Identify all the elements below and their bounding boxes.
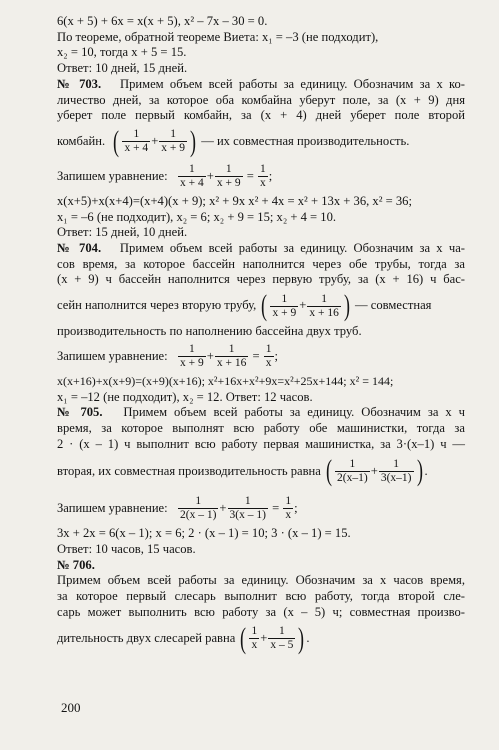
problem-704-line3: (x + 9) ч бассейн наполнится через первую трубу, за (x + 16) ч бас-: [57, 272, 465, 287]
problem-704-line1: № 704. Примем объем всей работы за единицу. Обозначим за x ча-: [57, 241, 465, 256]
fraction: $\frac{1}{3(x-1)}$: [380, 457, 412, 484]
solution-line: x(x+16)+x(x+9)=(x+9)(x+16); x²+16x+x²+9x=x²+25x+144; x² = 144;: [57, 373, 394, 388]
problem-704-line5: производительность по наполнению бассейна двух труб.: [57, 324, 362, 339]
fraction: $\frac{1}{2(x-1)}$: [337, 457, 368, 484]
fraction: $\frac{1}{x + 9}$: [272, 292, 297, 319]
fraction: $\frac{1}{x}$: [251, 625, 258, 652]
solution-line: По теореме, обратной теореме Виета: x₁ = –3 (не подходит),: [57, 29, 379, 44]
fraction: $\frac{1}{x + 9}$: [216, 163, 241, 190]
problem-705-line1: № 705. Примем объем всей работы за единицу. Обозначим за x ч: [57, 405, 466, 420]
fraction: $\frac{1}{x - 5}$: [270, 625, 294, 652]
problem-number: № 704.: [57, 241, 102, 256]
solution-line: x(x+5)+x(x+4)=(x+4)(x + 9); x² + 9x x² + 4x = x² + 13x + 36, x² = 36;: [57, 193, 412, 208]
solution-line: x₁ = –12 (не подходит), x₂ = 12. Ответ: 12 часов.: [57, 389, 313, 404]
answer-line: Ответ: 10 часов, 15 часов.: [57, 542, 196, 557]
fraction: $\frac{1}{x + 4}$: [124, 128, 149, 155]
fraction: $\frac{1}{x}$: [265, 343, 272, 370]
problem-706-line3: сарь может выполнить всю работу за (x – 5) ч; совместная произво-: [57, 604, 465, 619]
fraction: $\frac{1}{x + 4}$: [180, 163, 204, 190]
problem-705-line4: вторая, их совместная производительность равна ( $\frac{1}{2(x-1)}$ + $\frac{1}{3(x-1)}$ ) .: [57, 454, 428, 488]
problem-706-line1: Примем объем всей работы за единицу. Обозначим за x часов время,: [57, 573, 465, 588]
problem-703-line3: уберет поле первый комбайн, за (x + 4) дней уберет поле второй: [57, 108, 465, 123]
fraction: $\frac{1}{2(x - 1)}$: [180, 494, 217, 521]
fraction: $\frac{1}{x + 9}$: [180, 343, 204, 370]
fraction: $\frac{1}{3(x - 1)}$: [229, 494, 266, 521]
problem-704-line4: сейн наполнится через вторую трубу, ( $\frac{1}{x + 9}$ + $\frac{1}{x + 16}$ ) — совместная: [57, 289, 432, 323]
problem-703-line4: комбайн. ( $\frac{1}{x + 4}$ + $\frac{1}{x + 9}$ ) — их совместная производительность.: [57, 124, 410, 158]
problem-number: № 706.: [57, 557, 95, 572]
textbook-page: [57, 14, 465, 657]
answer-line: Ответ: 10 дней, 15 дней.: [57, 61, 188, 76]
problem-704-line2: сов время, за которое бассейн наполнится через обе трубы, тогда за: [57, 256, 465, 271]
problem-number: № 703.: [57, 76, 102, 91]
problem-703-line2: личество дней, за которое оба комбайна уберут поле, за (x + 9) дня: [57, 92, 465, 107]
fraction: $\frac{1}{x}$: [285, 494, 292, 521]
problem-703-line1: № 703. Примем объем всей работы за единицу. Обозначим за x ко-: [57, 76, 466, 91]
fraction: $\frac{1}{x}$: [260, 163, 266, 190]
solution-line: 3x + 2x = 6(x – 1); x = 6; 2 · (x – 1) = 10; 3 · (x – 1) = 15.: [57, 526, 351, 541]
fraction: $\frac{1}{x + 9}$: [161, 128, 186, 155]
solution-line: 6(x + 5) + 6x = x(x + 5), x² – 7x – 30 = 0.: [57, 14, 268, 28]
equation-line: Запишем уравнение: $\frac{1}{2(x - 1)}$ + $\frac{1}{3(x - 1)}$ = $\frac{1}{x}$ ;: [57, 494, 298, 521]
page-number: 200: [61, 700, 81, 715]
problem-706-line4: дительность двух слесарей равна ( $\frac{1}{x}$ + $\frac{1}{x - 5}$ ) .: [57, 621, 310, 655]
answer-line: Ответ: 15 дней, 10 дней.: [57, 225, 188, 240]
solution-line: x₂ = 10, тогда x + 5 = 15.: [57, 45, 187, 60]
equation-line: Запишем уравнение: $\frac{1}{x + 9}$ + $\frac{1}{x + 16}$ = $\frac{1}{x}$ ;: [57, 343, 279, 370]
problem-705-line3: 2 · (x – 1) ч выполнит всю работу первая машинистка, за 3·(x–1) ч —: [57, 436, 465, 451]
problem-706-line2: за которое первый слесарь выполнит всю работу, тогда второй сле-: [57, 589, 465, 604]
problem-number: № 705.: [57, 405, 103, 420]
problem-705-line2: время, за которое выполнят всю работу обе машинистки, тогда за: [57, 420, 465, 435]
fraction: $\frac{1}{x + 16}$: [216, 343, 247, 370]
fraction: $\frac{1}{x + 16}$: [309, 292, 339, 319]
solution-line: x₁ = –6 (не подходит), x₂ = 6; x₂ + 9 = 15; x₂ + 4 = 10.: [57, 209, 337, 224]
equation-line: Запишем уравнение: $\frac{1}{x + 4}$ + $\frac{1}{x + 9}$ = $\frac{1}{x}$ ;: [57, 163, 273, 190]
